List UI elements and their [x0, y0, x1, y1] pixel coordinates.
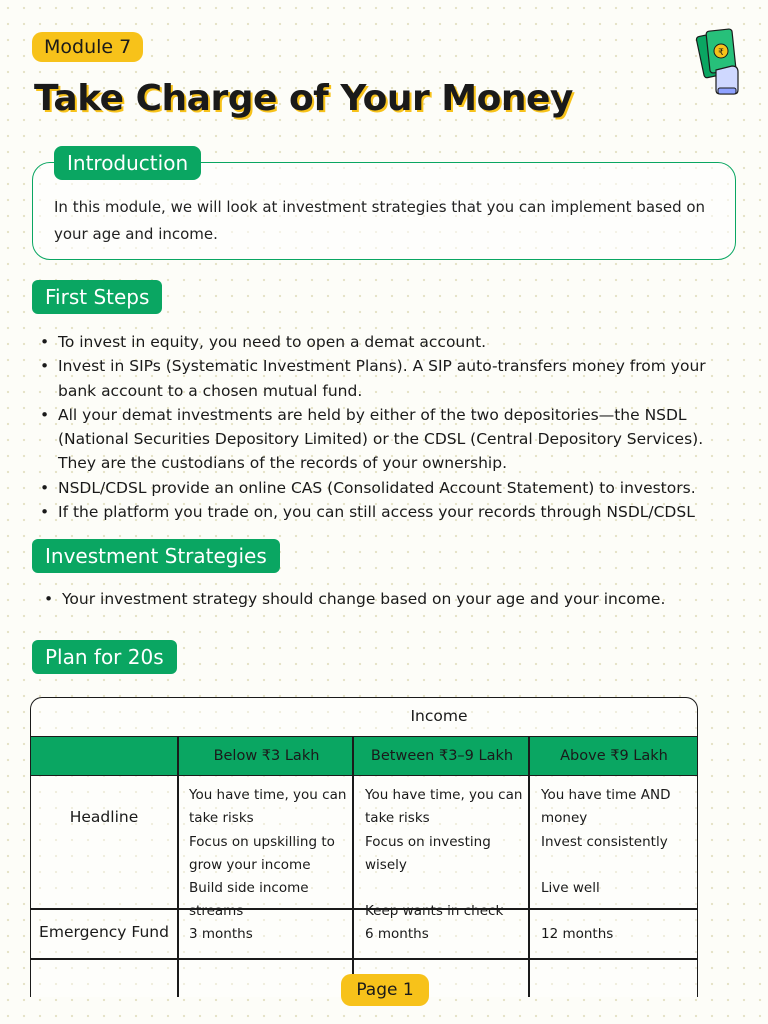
table-cell: You have time, you can take risks Focus on upskilling to grow your income Build side income streams [189, 787, 347, 920]
list-item: • If the platform you trade on, you can still access your records through NSDL/CDSL [36, 500, 736, 524]
column-header: Between ₹3–9 Lakh [370, 748, 514, 764]
row-label-emergency-fund: Emergency Fund [39, 923, 169, 941]
row-divider [31, 958, 697, 960]
table-cell: 6 months [365, 926, 429, 942]
page-number-badge: Page 1 [341, 974, 429, 1006]
table-cell: You have time AND money Invest consistently Live well [541, 787, 671, 897]
plan-20s-table [30, 697, 698, 997]
list-item: • NSDL/CDSL provide an online CAS (Consolidated Account Statement) to investors. [36, 476, 736, 500]
table-cell: 12 months [541, 926, 614, 942]
table-cell: You have time, you can take risks Focus on investing wisely Keep wants in check [365, 787, 523, 920]
column-header-row [31, 736, 697, 776]
first-steps-list [36, 330, 736, 524]
investment-strategies-list [40, 587, 740, 611]
list-item: • Invest in SIPs (Systematic Investment Plans). A SIP auto-transfers money from your bank account to a chosen mutual fund. [36, 354, 736, 403]
column-header: Below ₹3 Lakh [213, 748, 320, 764]
column-header: Above ₹9 Lakh [560, 748, 668, 764]
money-hand-icon [696, 24, 744, 96]
row-label-headline: Headline [69, 808, 139, 826]
module-tag: Module 7 [32, 32, 143, 62]
list-item: • Your investment strategy should change based on your age and your income. [40, 587, 740, 611]
introduction-heading: Introduction [54, 146, 201, 180]
row-divider [31, 908, 697, 910]
investment-strategies-heading: Investment Strategies [32, 539, 280, 573]
plan-20s-heading: Plan for 20s [32, 640, 177, 674]
list-item: • All your demat investments are held by either of the two depositories—the NSDL (National Securities Depository Limited) or the CDSL (Central Depository Services). They are the custodians of the records of your ownership. [36, 403, 736, 476]
table-cell: 3 months [189, 926, 253, 942]
introduction-text: In this module, we will look at investment strategies that you can implement based on your age and income. [54, 198, 706, 243]
page-title: Take Charge of Your Money [34, 78, 573, 119]
income-header: Income [410, 707, 468, 725]
list-item: • To invest in equity, you need to open a demat account. [36, 330, 736, 354]
svg-text:₹: ₹ [718, 48, 724, 58]
first-steps-heading: First Steps [32, 280, 162, 314]
